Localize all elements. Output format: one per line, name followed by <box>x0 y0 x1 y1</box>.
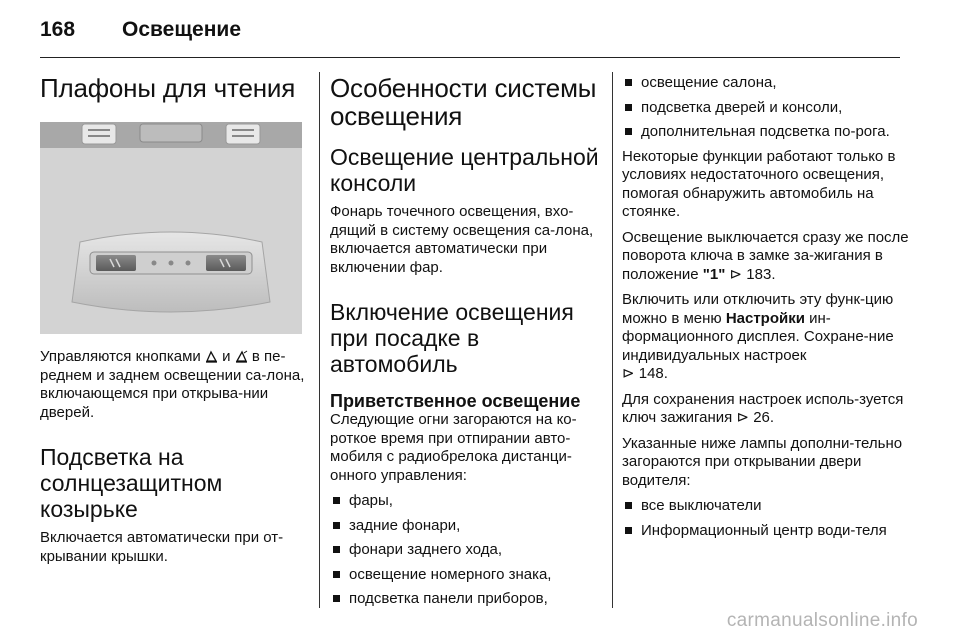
reading-text-part-a: Управляются кнопками <box>40 348 201 365</box>
list-item: задние фонари, <box>330 517 602 536</box>
watermark: carmanualsonline.info <box>726 610 918 631</box>
list-item: дополнительная подсветка по-рога. <box>622 123 912 142</box>
list-item: освещение салона, <box>622 74 912 93</box>
heading-welcome-lighting: Приветственное освещение <box>330 391 581 411</box>
page-ref: 183. <box>746 265 776 283</box>
welcome-lighting-text: Следующие огни загораются на ко-роткое время при отпирании авто-мобиля с радиобрелока дистанци-онного управления: <box>330 411 577 484</box>
front-reading-lamp-icon <box>205 350 218 363</box>
list-item: все выключатели <box>622 497 912 516</box>
heading-console-lighting: Освещение центральной консоли <box>330 144 599 196</box>
overhead-console-illustration <box>40 122 302 334</box>
list-item: Информационный центр води-теля <box>622 522 912 541</box>
page-number: 168 <box>40 18 76 41</box>
reading-text-part-c: в пе-реднем и заднем освещении са-лона, включающемся при открыва-нии дверей. <box>40 348 305 421</box>
list-item: подсветка дверей и консоли, <box>622 99 912 118</box>
console-lighting-text: Фонарь точечного освещения, вхо-дящий в систему освещения са-лона, включается автоматически при включении фар. <box>330 203 594 276</box>
welcome-lights-list <box>330 492 602 609</box>
page-header <box>40 18 920 58</box>
heading-entry-lighting: Включение освещения при посадке в автомобиль <box>330 299 574 377</box>
reading-lamps-text <box>40 348 306 422</box>
settings-text-a: Включить или отключить эту функ-цию можно в меню <box>622 291 894 327</box>
reading-text-part-b: и <box>222 348 231 365</box>
ignition-text: Освещение выключается сразу же после поворота ключа в замке за-жигания в положение <box>622 228 909 283</box>
page-ref-arrow-icon: ⊳ <box>622 365 635 382</box>
paragraph-ignition-key <box>622 391 912 428</box>
chapter-title: Освещение <box>122 18 241 41</box>
welcome-lights-list-continued <box>622 74 912 142</box>
heading-reading-lamps: Плафоны для чтения <box>40 73 296 103</box>
column-right <box>622 74 912 546</box>
column-left <box>40 74 306 566</box>
paragraph-ignition-off <box>622 229 912 285</box>
list-item: подсветка панели приборов, <box>330 590 602 609</box>
header-rule <box>40 57 900 58</box>
rear-reading-lamp-icon <box>235 350 248 363</box>
column-middle <box>330 74 602 615</box>
list-item: фары, <box>330 492 602 511</box>
ignition-key-text: Для сохранения настроек исполь-зуется ключ зажигания <box>622 390 904 426</box>
column-divider-left <box>319 72 320 608</box>
page-ref-arrow-icon: ⊳ <box>736 409 750 426</box>
settings-text-b: ин-формационного дисплея. Сохране-ние индивидуальных настроек <box>622 309 894 364</box>
paragraph-driver-door: Указанные ниже лампы дополни-тельно загораются при открывании двери водителя: <box>622 434 903 489</box>
list-item: освещение номерного знака, <box>330 566 602 585</box>
ignition-position: "1" <box>702 265 726 283</box>
list-item: фонари заднего хода, <box>330 541 602 560</box>
paragraph-low-light: Некоторые функции работают только в условиях недостаточного освещения, помогая обнаружить автомобиль на стоянке. <box>622 147 896 220</box>
sunvisor-text: Включается автоматически при от-крывании крышки. <box>40 529 284 565</box>
heading-lighting-features: Особенности системы освещения <box>330 73 597 131</box>
driver-door-lights-list <box>622 497 912 540</box>
settings-menu-name: Настройки <box>725 309 805 327</box>
column-divider-right <box>612 72 613 608</box>
overhead-console-photo <box>40 122 302 334</box>
heading-sunvisor: Подсветка на солнцезащитном козырьке <box>40 444 223 522</box>
paragraph-settings-menu <box>622 291 912 384</box>
page-ref: 26. <box>753 409 775 426</box>
page-ref-arrow-icon: ⊳ <box>729 265 743 283</box>
page-ref: 148. <box>638 365 668 382</box>
